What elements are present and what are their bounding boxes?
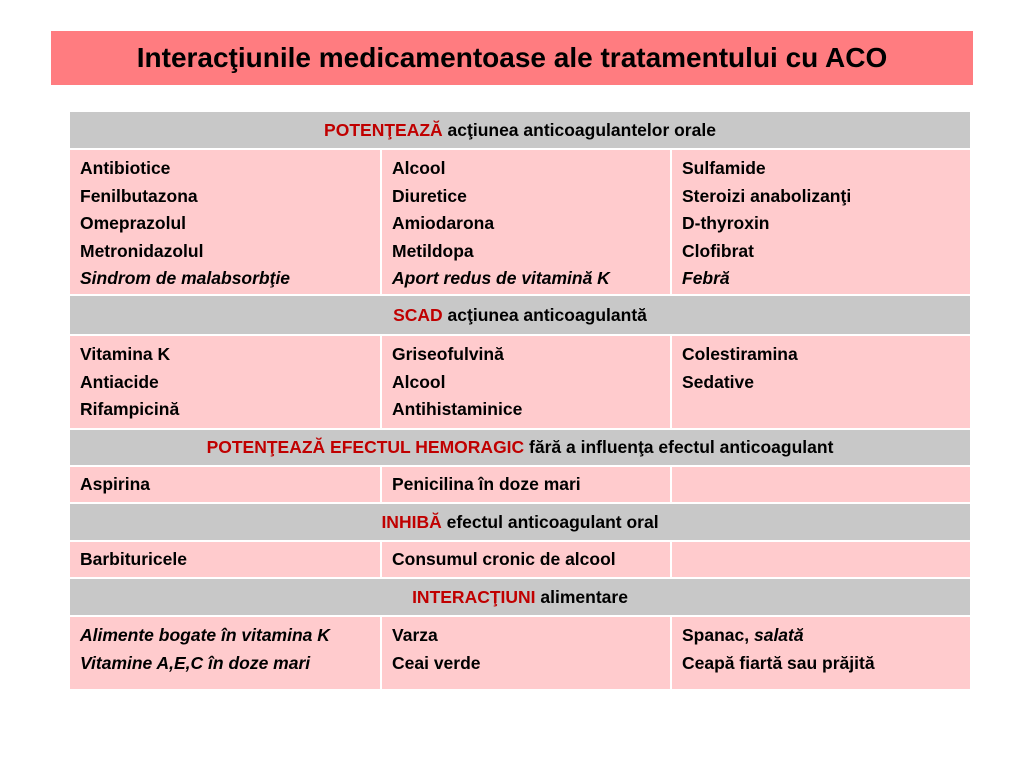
food-item [682, 622, 960, 650]
drug-item: Antiacide [80, 371, 159, 392]
section-header [69, 429, 971, 466]
drug-item: Metildopa [392, 240, 474, 261]
table-cell [69, 541, 381, 578]
table-cell [671, 466, 971, 503]
drug-item: Antihistaminice [392, 399, 523, 419]
section-header-cell [69, 578, 971, 616]
table-cell [69, 149, 381, 295]
drug-item: Antibiotice [80, 158, 171, 178]
drug-item: Vitamina K [80, 344, 171, 364]
drug-item: Sedative [682, 371, 754, 392]
table-cell [69, 335, 381, 429]
table-cell [69, 616, 381, 690]
drug-item: Clofibrat [682, 240, 754, 261]
table-cell [671, 616, 971, 690]
drug-item: Omeprazolul [80, 213, 186, 233]
drug-item: D-thyroxin [682, 213, 770, 233]
section-keyword: INTERACŢIUNI [412, 586, 536, 607]
section-description: fără a influenţa efectul anticoagulant [524, 437, 834, 457]
table-cell [381, 466, 671, 503]
section-header [69, 295, 971, 335]
drug-item: Diuretice [392, 185, 467, 206]
title-banner [51, 31, 973, 85]
drug-item: Rifampicină [80, 399, 180, 419]
drug-item: Penicilina în doze mari [392, 474, 581, 494]
food-item: Alimente bogate în vitamina K [80, 625, 330, 645]
table-row [69, 466, 971, 503]
table-cell [69, 466, 381, 503]
section-keyword: POTENŢEAZĂ EFECTUL HEMORAGIC [206, 437, 525, 457]
food-item: Ceapă fiartă sau prăjită [682, 652, 875, 673]
table-cell [671, 149, 971, 295]
table-row [69, 335, 971, 429]
table-row [69, 541, 971, 578]
table-row [69, 616, 971, 690]
section-header-cell [69, 429, 971, 466]
section-header-cell [69, 295, 971, 335]
food-item: Ceai verde [392, 652, 481, 673]
drug-item: Amiodarona [392, 213, 495, 233]
section-description: efectul anticoagulant oral [441, 511, 659, 532]
condition-item: Febră [682, 268, 730, 288]
section-header-cell [69, 111, 971, 149]
condition-item: Sindrom de malabsorbţie [80, 268, 291, 288]
food-item-plain: Spanac, [682, 625, 754, 645]
food-item: Varza [392, 625, 438, 645]
drug-item: Consumul cronic de alcool [392, 549, 616, 569]
table-row [69, 149, 971, 295]
drug-item: Aspirina [80, 474, 151, 494]
condition-item: Aport redus de vitamină K [392, 268, 610, 288]
interactions-table [68, 110, 972, 691]
section-description: acţiunea anticoagulantelor orale [442, 119, 716, 140]
drug-item: Griseofulvină [392, 344, 504, 364]
drug-item: Barbituricele [80, 549, 187, 569]
drug-item: Sulfamide [682, 158, 766, 178]
table-cell [381, 541, 671, 578]
section-keyword: POTENŢEAZĂ [324, 119, 443, 140]
section-header [69, 503, 971, 541]
drug-item: Colestiramina [682, 344, 798, 364]
section-keyword: SCAD [393, 304, 443, 325]
table-cell [381, 616, 671, 690]
table-cell [671, 541, 971, 578]
drug-item: Metronidazolul [80, 240, 204, 261]
drug-item: Alcool [392, 371, 446, 392]
table-cell [381, 149, 671, 295]
section-header-cell [69, 503, 971, 541]
table-cell [381, 335, 671, 429]
section-keyword: INHIBĂ [381, 511, 442, 532]
section-header [69, 578, 971, 616]
page-title: Interacţiunile medicamentoase ale tratamentului cu ACO [136, 42, 888, 73]
food-item: Vitamine A,E,C în doze mari [80, 652, 311, 673]
drug-item: Alcool [392, 158, 446, 178]
food-item-italic: salată [753, 625, 804, 645]
drug-item: Fenilbutazona [80, 185, 198, 206]
drug-item: Steroizi anabolizanţi [682, 185, 852, 206]
section-description: acţiunea anticoagulantă [442, 304, 647, 325]
table-cell [671, 335, 971, 429]
section-header [69, 111, 971, 149]
section-description: alimentare [535, 586, 628, 607]
